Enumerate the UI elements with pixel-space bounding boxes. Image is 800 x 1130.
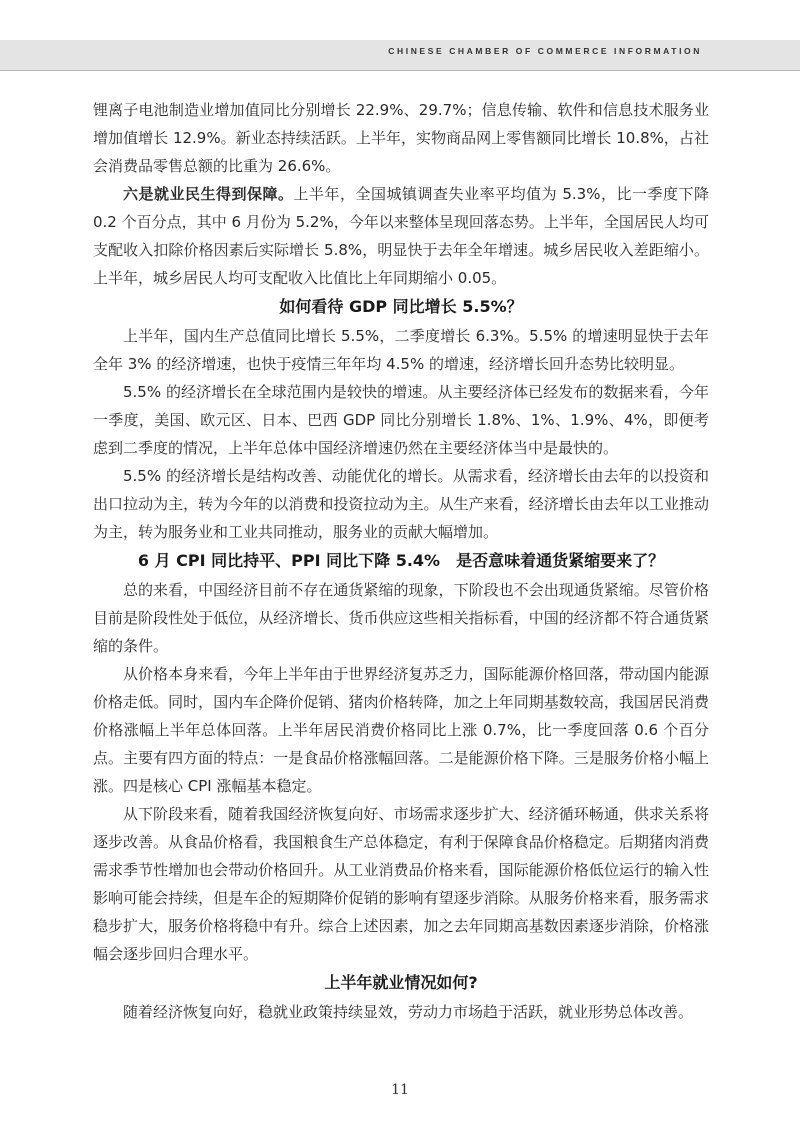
paragraph <box>93 180 709 292</box>
paragraph: 从下阶段来看，随着我国经济恢复向好、市场需求逐步扩大、经济循环畅通，供求关系将逐步改善。从食品价格看，我国粮食生产总体稳定，有利于保障食品价格稳定。后期猪肉消费需求季节性增加也会带动价格回升。从工业消费品价格来看，国际能源价格低位运行的输入性影响可能会持续，但是车企的短期降价促销的影响有望逐步消除。从服务价格来看，服务需求稳步扩大，服务价格将稳中有升。综合上述因素，加之去年同期高基数因素逐步消除，价格涨幅会逐步回归合理水平。 <box>93 805 709 963</box>
section-heading: 上半年就业情况如何? <box>324 973 478 992</box>
paragraph-lead: 六是就业民生得到保障。 <box>123 185 294 203</box>
running-header: CHINESE CHAMBER OF COMMERCE INFORMATION <box>388 46 702 56</box>
paragraph-text: 上半年，全国城镇调查失业率平均值为 5.3%，比一季度下降 0.2 个百分点，其中 6 月份为 5.2%，今年以来整体呈现回落态势。上半年，全国居民人均可支配收入扣除价格因素后实际增长 5.8%，明显快于去年全年增速。城乡居民收入差距缩小。上半年，城乡居民人均可支配收入比值比上年同期缩小 0.05。 <box>93 185 709 287</box>
section-heading: 6 月 CPI 同比持平、PPI 同比下降 5.4% 是否意味着通货紧缩要来了？ <box>137 551 665 570</box>
header-rule <box>0 70 800 71</box>
paragraph: 随着经济恢复向好，稳就业政策持续显效，劳动力市场趋于活跃，就业形势总体改善。 <box>123 1003 694 1021</box>
paragraph: 锂离子电池制造业增加值同比分别增长 22.9%、29.7%；信息传输、软件和信息技术服务业增加值增长 12.9%。新业态持续活跃。上半年，实物商品网上零售额同比增长 10.8%，占社会消费品零售总额的比重为 26.6%。 <box>93 101 709 175</box>
paragraph: 上半年，国内生产总值同比增长 5.5%，二季度增长 6.3%。5.5% 的增速明显快于去年全年 3% 的经济增速，也快于疫情三年年均 4.5% 的增速，经济增长回升态势比较明显。 <box>93 327 709 373</box>
section-heading: 如何看待 GDP 同比增长 5.5%？ <box>279 297 523 316</box>
paragraph: 从价格本身来看，今年上半年由于世界经济复苏乏力，国际能源价格回落，带动国内能源价格走低。同时，国内车企降价促销、猪肉价格转降，加之上年同期基数较高，我国居民消费价格涨幅上半年总体回落。上半年居民消费价格同比上涨 0.7%，比一季度回落 0.6 个百分点。主要有四方面的特点：一是食品价格涨幅回落。二是能源价格下降。三是服务价格小幅上涨。四是核心 CPI 涨幅基本稳定。 <box>93 665 709 795</box>
paragraph: 总的来看，中国经济目前不存在通货紧缩的现象，下阶段也不会出现通货紧缩。尽管价格目前是阶段性处于低位，从经济增长、货币供应这些相关指标看，中国的经济都不符合通货紧缩的条件。 <box>93 581 709 655</box>
paragraph: 5.5% 的经济增长在全球范围内是较快的增速。从主要经济体已经发布的数据来看，今年一季度，美国、欧元区、日本、巴西 GDP 同比分别增长 1.8%、1%、1.9%、4%，即便考虑到二季度的情况，上半年总体中国经济增速仍然在主要经济体当中是最快的。 <box>93 383 709 457</box>
article-body <box>93 96 709 1026</box>
paragraph: 5.5% 的经济增长是结构改善、动能优化的增长。从需求看，经济增长由去年的以投资和出口拉动为主，转为今年的以消费和投资拉动为主。从生产来看，经济增长由去年以工业推动为主，转为服务业和工业共同推动，服务业的贡献大幅增加。 <box>93 467 709 541</box>
page-number: 11 <box>391 1082 409 1098</box>
